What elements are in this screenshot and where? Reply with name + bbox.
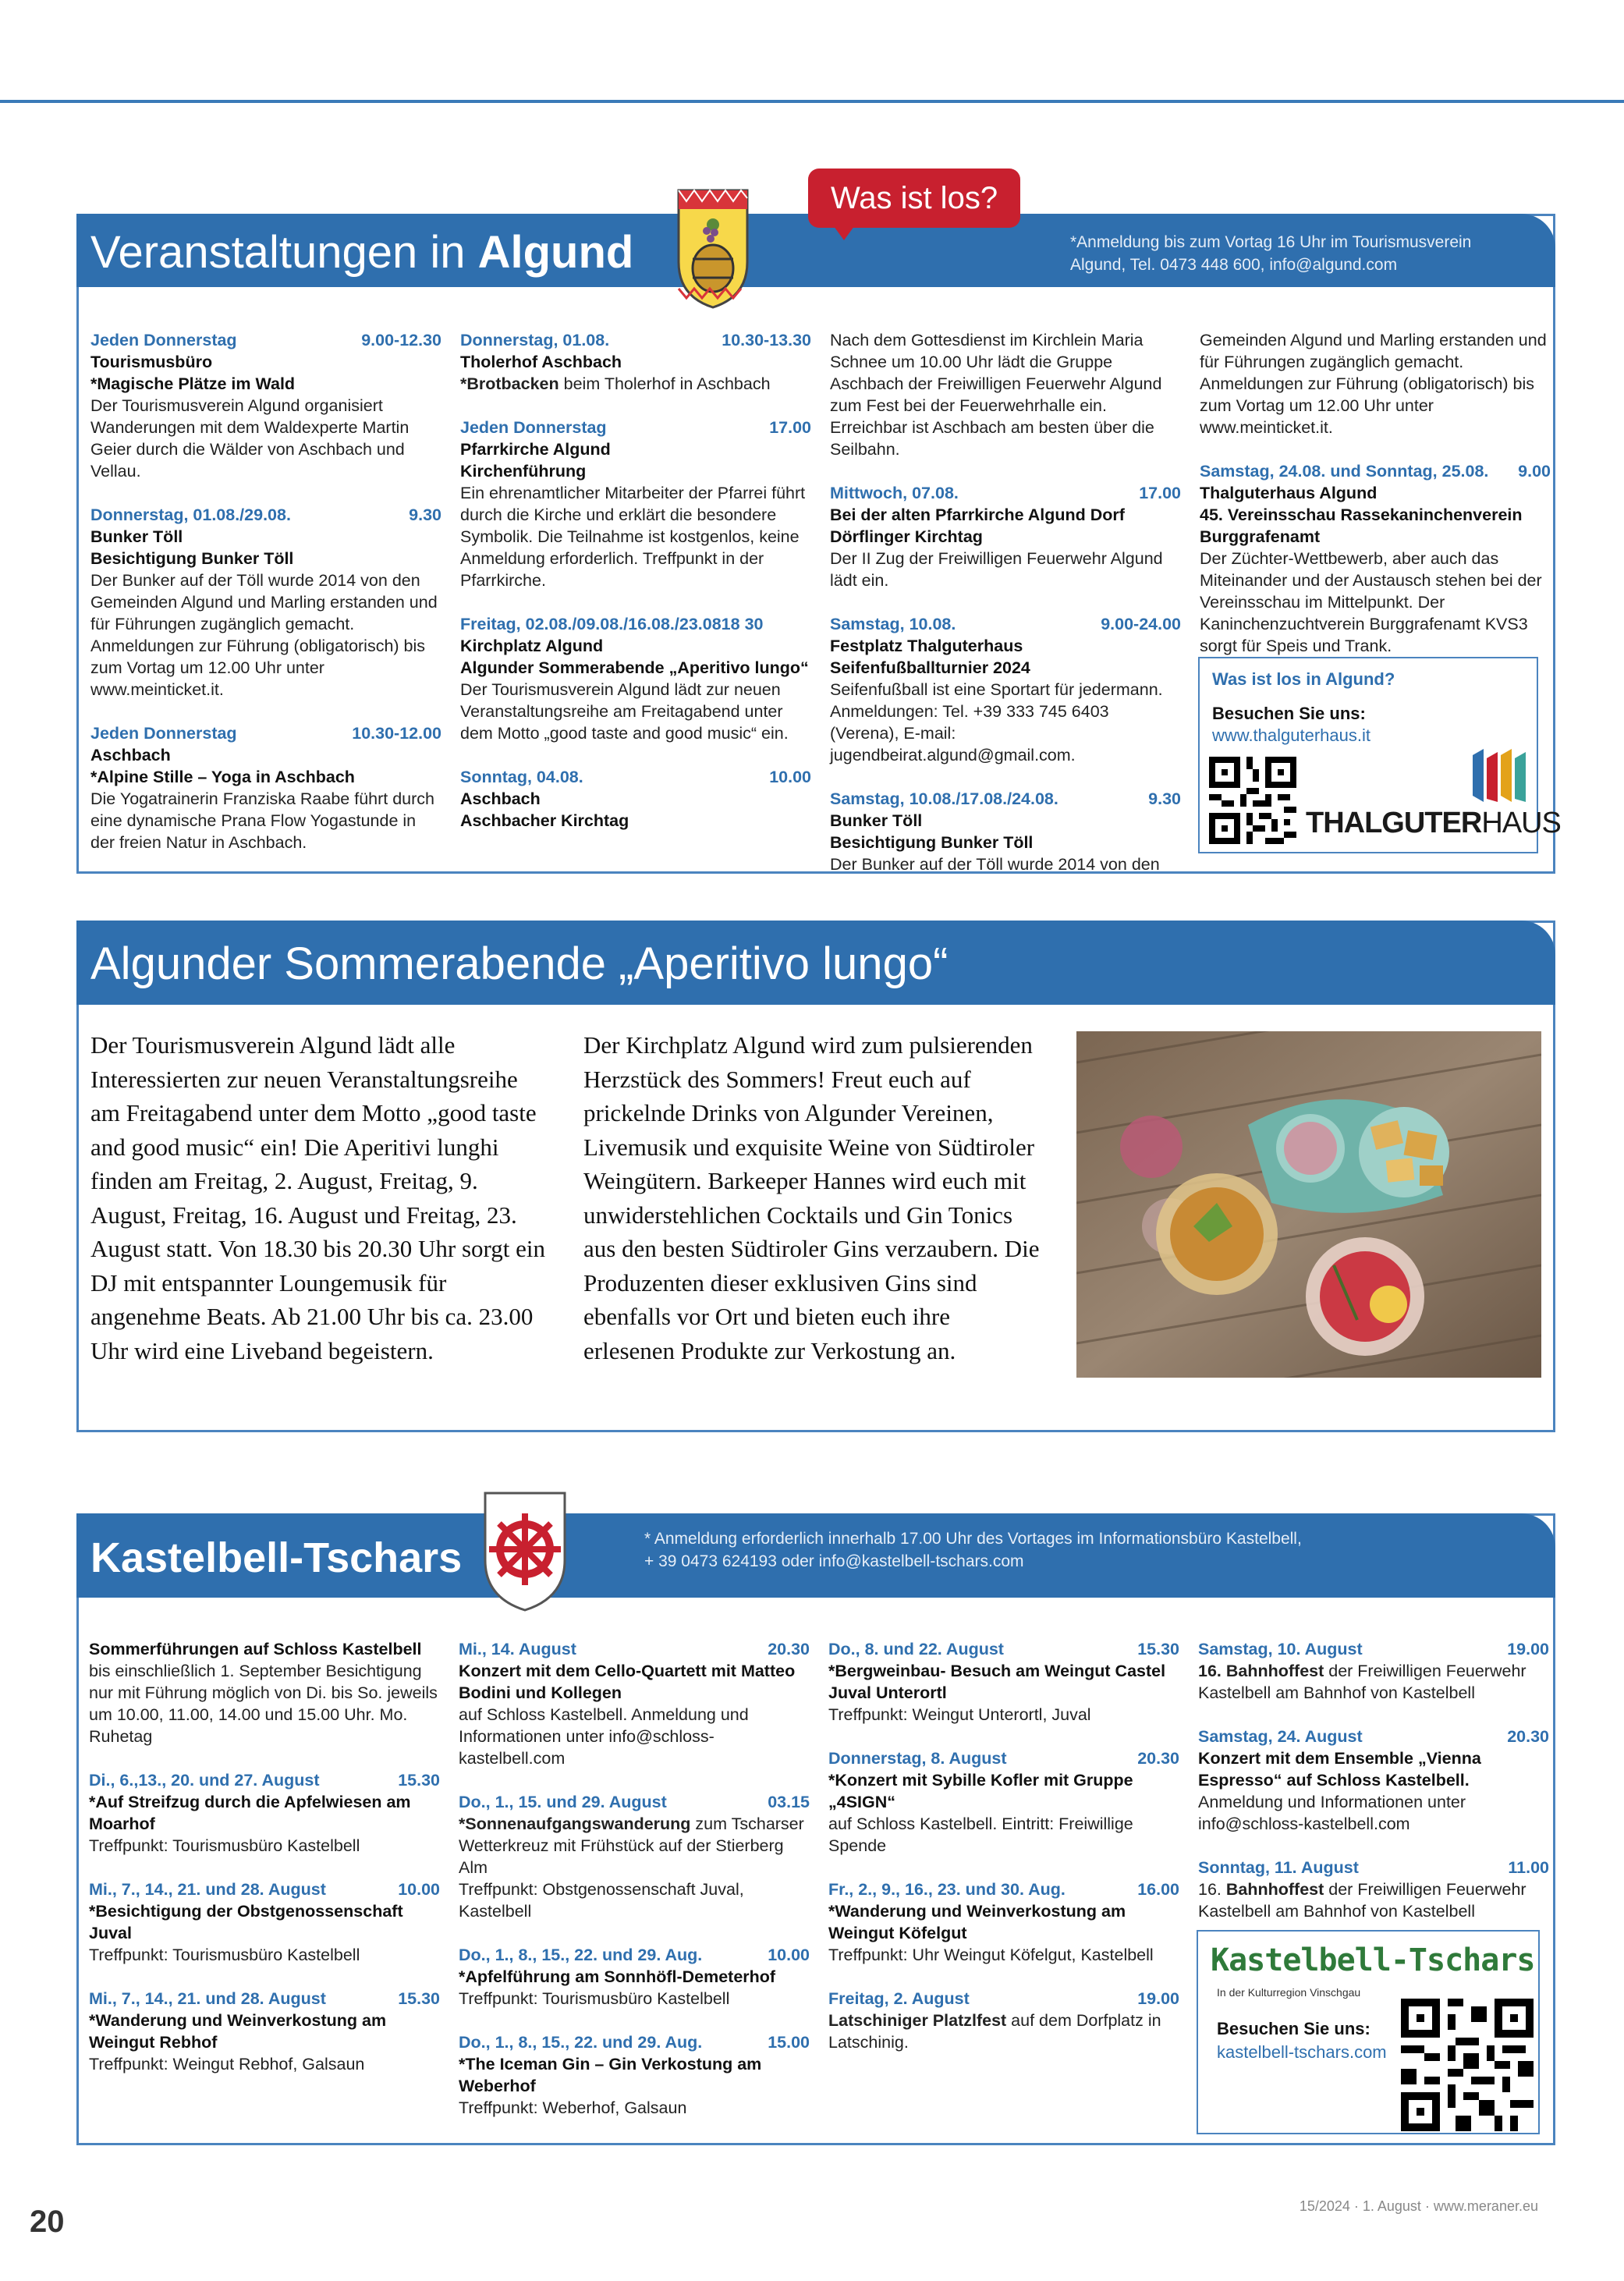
- event-item: Nach dem Gottesdienst im Kirchlein Maria Schnee um 10.00 Uhr lädt die Gruppe Aschbach der Freiwilligen Feuerwehr Algund zum Fest bei der Feuerwehrhalle ein. Erreichbar ist Aschbach am besten über die Seilbahn.: [830, 331, 1162, 459]
- event-item: Sonntag, 04.08. 10.00 Aschbach Aschbacher Kirchtag: [460, 768, 811, 830]
- event-item: Mi., 14. August 20.30 Konzert mit dem Cello-Quartett mit Matteo Bodini und Kollegen auf Schloss Kastelbell. Anmeldung und Informationen unter info@schloss-kastelbell.com: [459, 1640, 810, 1768]
- algund-registration-note: *Anmeldung bis zum Vortag 16 Uhr im Tourismusverein Algund, Tel. 0473 448 600, info@algund.com: [1070, 233, 1472, 274]
- event-item: Mittwoch, 07.08. 17.00 Bei der alten Pfarrkirche Algund Dorf Dörflinger Kirchtag Der II Zug der Freiwilligen Feuerwehr Algund lädt ein.: [830, 484, 1181, 590]
- event-item: Jeden Donnerstag 10.30-12.00 Aschbach *Alpine Stille – Yoga in Aschbach Die Yogatrainerin Franziska Raabe führt durch eine dynamische Prana Flow Yogastunde in der freien Natur in Aschbach.: [90, 724, 441, 852]
- event-item: Donnerstag, 01.08./29.08. 9.30 Bunker Töll Besichtigung Bunker Töll Der Bunker auf der Töll wurde 2014 von den Gemeinden Algund und Marling erstanden und für Führungen zugänglich gemacht. Anmeldungen zur Führung (obligatorisch) bis zum Vortag um 12.00 Uhr unter www.meinticket.it.: [90, 506, 441, 699]
- event-item: Do., 1., 8., 15., 22. und 29. Aug. 10.00 *Apfelführung am Sonnhöfl-Demeterhof Treffpunkt: Tourismusbüro Kastelbell: [459, 1946, 810, 2008]
- aperitivo-text-2: Der Kirchplatz Algund wird zum pulsierenden Herzstück des Sommers! Freut euch auf prickelnde Drinks von Algunder Vereinen, Livemusik und exquisite Weine von Südtiroler Weingütern. Barkeeper Hannes wird euch mit unwiderstehlichen Cocktails und Gin Tonics aus den besten Südtiroler Gins verzaubern. Die Produzenten dieser exklusiven Gins sind ebenfalls vor Ort und bieten euch ihre erlesenen Produkte zur Verkostung an.: [583, 1031, 1040, 1364]
- badge-tail: [832, 223, 856, 240]
- kastelbell-title: Kastelbell-Tschars: [90, 1534, 463, 1581]
- thalguterhaus-link[interactable]: www.thalguterhaus.it: [1212, 725, 1370, 745]
- thalguterhaus-logo-icon: [1471, 747, 1535, 807]
- event-item: Samstag, 10.08. 9.00-24.00 Festplatz Thalguterhaus Seifenfußballturnier 2024 Seifenfußball ist eine Sportart für jedermann. Anmeldungen: Tel. +39 333 745 6403 (Verena), E-mail: jugendbeirat.algund@gmail.com.: [830, 615, 1181, 764]
- event-item: Mi., 7., 14., 21. und 28. August 15.30 *Wanderung und Weinverkostung am Weingut Rebhof Treffpunkt: Weingut Rebhof, Galsaun: [89, 1989, 440, 2073]
- event-item: Samstag, 24. August 20.30 Konzert mit dem Ensemble „Vienna Espresso“ auf Schloss Kastelbell. Anmeldung und Informationen unter info@schloss-kastelbell.com: [1198, 1727, 1549, 1833]
- kastelbell-logo-subline: In der Kulturregion Vinschgau: [1217, 1986, 1361, 1999]
- event-item: Jeden Donnerstag 9.00-12.30 Tourismusbüro *Magische Plätze im Wald Der Tourismusverein Algund organisiert Wanderungen mit dem Waldexperte Martin Geier durch die Wälder von Aschbach und Vellau.: [90, 331, 441, 481]
- page-number: 20: [30, 2205, 65, 2239]
- aperitivo-title: Algunder Sommerabende „Aperitivo lungo“: [90, 938, 949, 989]
- algund-title: Veranstaltungen in Algund: [90, 227, 634, 278]
- qr-code-icon: [1401, 1999, 1534, 2131]
- qr-code-icon: [1209, 757, 1296, 844]
- event-item: Sommerführungen auf Schloss Kastelbell bis einschließlich 1. September Besichtigung nur mit Führung möglich von Di. bis So. jeweils um 10.00, 11.00, 14.00 und 15.00 Uhr. Mo. Ruhetag: [89, 1640, 438, 1746]
- event-item: Samstag, 24.08. und Sonntag, 25.08. 9.00 Thalguterhaus Algund 45. Vereinsschau Rassekaninchenverein Burggrafenamt Der Züchter-Wettbewerb, aber auch das Miteinander und der Austausch stehen bei der Vereinsschau im Mittelpunkt. Der Kaninchenzuchtverein Burggrafenamt KVS3 sorgt für Speis und Trank.: [1200, 462, 1551, 655]
- thalguterhaus-infobox: [1198, 657, 1561, 853]
- kastelbell-column-2: [459, 1638, 810, 2119]
- aperitivo-text-1: Der Tourismusverein Algund lädt alle Interessierten zur neuen Veranstaltungsreihe am Freitagabend unter dem Motto „good taste and good music“ ein! Die Aperitivi lunghi finden am Freitag, 2. August, Freitag, 9. August, Freitag, 16. August und Freitag, 23. August statt. Von 18.30 bis 20.30 Uhr sorgt ein DJ mit entspannter Loungemusik für angenehme Beats. Ab 21.00 Uhr bis ca. 23.00 Uhr wird eine Liveband begeistern.: [90, 1031, 546, 1364]
- event-item: Fr., 2., 9., 16., 23. und 30. Aug. 16.00 *Wanderung und Weinverkostung am Weingut Köfelgut Treffpunkt: Uhr Weingut Köfelgut, Kastelbell: [828, 1880, 1179, 1964]
- event-item: Jeden Donnerstag 17.00 Pfarrkirche Algund Kirchenführung Ein ehrenamtlicher Mitarbeiter der Pfarrei führt durch die Kirche und erklärt die besondere Symbolik. Die Teilnahme ist kostgenlos, keine Anmeldung erforderlich. Treffpunkt in der Pfarrkirche.: [460, 418, 811, 590]
- event-item: Freitag, 2. August 19.00 Latschiniger Platzlfest auf dem Dorfplatz in Latschinig.: [828, 1989, 1179, 2052]
- was-ist-los-badge: Was ist los?: [808, 169, 1020, 228]
- algund-column-3: [830, 329, 1181, 875]
- thalguterhaus-wordmark: THALGUTERHAUS: [1306, 807, 1561, 839]
- event-item: Do., 8. und 22. August 15.30 *Bergweinbau- Besuch am Weingut Castel Juval Unterortl Treffpunkt: Weingut Unterortl, Juval: [828, 1640, 1179, 1724]
- event-item: Do., 1., 15. und 29. August 03.15 *Sonnenaufgangswanderung zum Tscharser Wetterkreuz mit Frühstück auf der Stierberg Alm Treffpunkt: Obstgenossenschaft Juval, Kastelbell: [459, 1793, 810, 1921]
- kastelbell-logo-wordmark: Kastelbell-Tschars: [1211, 1942, 1535, 1978]
- algund-coat-of-arms-icon: [675, 187, 750, 310]
- algund-column-2: [460, 329, 811, 875]
- issue-info: 15/2024 · 1. August · www.meraner.eu: [1299, 2198, 1538, 2214]
- event-item: Freitag, 02.08./09.08./16.08./23.0818 30 Kirchplatz Algund Algunder Sommerabende „Aperitivo lungo“ Der Tourismusverein Algund lädt zur neuen Veranstaltungsreihe am Freitagabend unter dem Motto „good taste and good music“ ein.: [460, 615, 809, 743]
- event-item: Do., 1., 8., 15., 22. und 29. Aug. 15.00 *The Iceman Gin – Gin Verkostung am Weberhof Treffpunkt: Weberhof, Galsaun: [459, 2033, 810, 2117]
- aperitivo-cocktails-photo: [1076, 1031, 1541, 1378]
- kastelbell-coat-of-arms-icon: [482, 1490, 568, 1613]
- infobox-subtitle: Besuchen Sie uns:: [1217, 2019, 1370, 2038]
- kastelbell-column-1: [89, 1638, 440, 2119]
- event-item: Donnerstag, 8. August 20.30 *Konzert mit Sybille Kofler mit Gruppe „4SIGN“ auf Schloss Kastelbell. Eintritt: Freiwillige Spende: [828, 1749, 1179, 1855]
- event-item: Sonntag, 11. August 11.00 16. Bahnhoffest der Freiwilligen Feuerwehr Kastelbell am Bahnhof von Kastelbell: [1198, 1858, 1549, 1921]
- infobox-subtitle: Besuchen Sie uns:: [1212, 704, 1366, 723]
- event-item: Di., 6.,13., 20. und 27. August 15.30 *Auf Streifzug durch die Apfelwiesen am Moarhof Treffpunkt: Tourismusbüro Kastelbell: [89, 1771, 440, 1855]
- top-rule: [0, 100, 1624, 103]
- kastelbell-link[interactable]: kastelbell-tschars.com: [1217, 2042, 1387, 2062]
- event-item: Donnerstag, 01.08. 10.30-13.30 Tholerhof Aschbach *Brotbacken beim Tholerhof in Aschbach: [460, 331, 811, 393]
- kastelbell-column-3: [828, 1638, 1179, 2119]
- kastelbell-header: [76, 1513, 1555, 1598]
- event-item: Gemeinden Algund und Marling erstanden und für Führungen zugänglich gemacht. Anmeldungen zur Führung (obligatorisch) bis zum Vortag um 12.00 Uhr unter www.meinticket.it.: [1200, 331, 1547, 437]
- event-item: Mi., 7., 14., 21. und 28. August 10.00 *Besichtigung der Obstgenossenschaft Juval Treffpunkt: Tourismusbüro Kastelbell: [89, 1880, 440, 1964]
- kastelbell-infobox: [1197, 1930, 1540, 2134]
- event-item: Samstag, 10.08./17.08./24.08. 9.30 Bunker Töll Besichtigung Bunker Töll Der Bunker auf der Töll wurde 2014 von den: [830, 789, 1181, 874]
- event-item: Samstag, 10. August 19.00 16. Bahnhoffest der Freiwilligen Feuerwehr Kastelbell am Bahnhof von Kastelbell: [1198, 1640, 1549, 1702]
- aperitivo-header: [76, 921, 1555, 1005]
- kastelbell-registration-note: * Anmeldung erforderlich innerhalb 17.00 Uhr des Vortages im Informationsbüro Kastelbell, + 39 0473 624193 oder info@kastelbell-tschars.com: [644, 1530, 1302, 1570]
- infobox-title: Was ist los in Algund?: [1212, 669, 1395, 689]
- algund-column-1: [90, 329, 441, 875]
